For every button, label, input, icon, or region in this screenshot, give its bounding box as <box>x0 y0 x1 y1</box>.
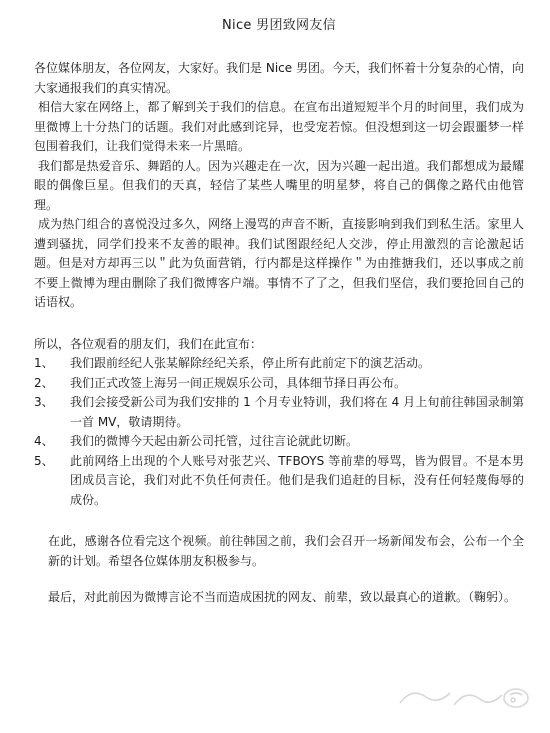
item-number: 4、 <box>34 434 54 448</box>
item-number: 2、 <box>34 375 54 390</box>
item-text: 我们正式改签上海另一间正规娱乐公司，具体细节择日再公布。 <box>70 375 407 390</box>
item-text: 我们会接受新公司为我们安排的 1 个月专业特训，我们将在 4 月上旬前往韩国录制第一首 MV，敬请期待。 <box>70 395 524 429</box>
letter-greeting: 各位媒体朋友，各位网友，大家好。我们是 Nice 男团。今天，我们怀着十分复杂的心情，向大家通报我们的真实情况。 <box>34 61 524 95</box>
item-text: 我们跟前经纪人张某解除经纪关系，停止所有此前定下的演艺活动。 <box>70 356 431 370</box>
announcement-item-1 <box>34 354 524 374</box>
spacer <box>34 313 524 335</box>
letter-title: Nice 男团致网友信 <box>222 18 336 33</box>
announcement-intro: 所以，各位观看的朋友们，我们在此宣布： <box>34 336 263 351</box>
letter-paragraph-3: 成为热门组合的喜悦没过多久，网络上漫骂的声音不断，直接影响到我们到私生活。家里人遭到骚扰，同学们投来不友善的眼神。我们试图跟经纪人交涉，停止用激烈的言论激起话题。但是对方却再三以＂此为负面营销，行内都是这样操作＂为由推搪我们，还以事成之前不要上微博为理由删除了我们微博客户端。事情不了了之，但我们坚信，我们要抢回自己的话语权。 <box>34 217 524 309</box>
item-number: 3、 <box>34 395 54 409</box>
item-number: 5、 <box>34 453 54 468</box>
announcement-item-5 <box>34 452 524 511</box>
closing-paragraph-2: 最后，对此前因为微博言论不当而造成困扰的网友、前辈，致以最真心的道歉。（鞠躬）。 <box>48 590 517 604</box>
spacer <box>34 571 524 588</box>
announcement-item-4 <box>34 432 524 452</box>
announcement-item-2 <box>34 374 524 394</box>
item-text: 我们的微博今天起由新公司托管，过往言论就此切断。 <box>70 434 359 448</box>
item-text: 此前网络上出现的个人账号对张艺兴、TFBOYS 等前辈的辱骂，皆为假冒。不是本男团成员言论，我们对此不负任何责任。他们是我们追赶的目标，没有任何轻蔑侮辱的成份。 <box>70 453 524 507</box>
announcement-item-3 <box>34 393 524 432</box>
letter-paragraph-1: 相信大家在网络上，都了解到关于我们的信息。在宣布出道短短半个月的时间里，我们成为里微博上十分热门的话题。我们对此感到诧异，也受宠若惊。但没想到这一切会跟噩梦一样包围着我们，让我们觉得未来一片黑暗。 <box>34 100 524 153</box>
letter-paragraph-2: 我们都是热爱音乐、舞蹈的人。因为兴趣走在一次，因为兴趣一起出道。我们都想成为最耀眼的偶像巨星。但我们的天真，轻信了某些人嘴里的明星梦，将自己的偶像之路代由他管理。 <box>34 158 524 212</box>
spacer <box>34 510 524 532</box>
closing-paragraph-1: 在此，感谢各位看完这个视频。前往韩国之前，我们会召开一场新闻发布会，公布一个全新的计划。希望各位媒体朋友积极参与。 <box>48 534 524 568</box>
weibo-watermark-icon <box>392 681 542 715</box>
item-number: 1、 <box>34 356 54 370</box>
